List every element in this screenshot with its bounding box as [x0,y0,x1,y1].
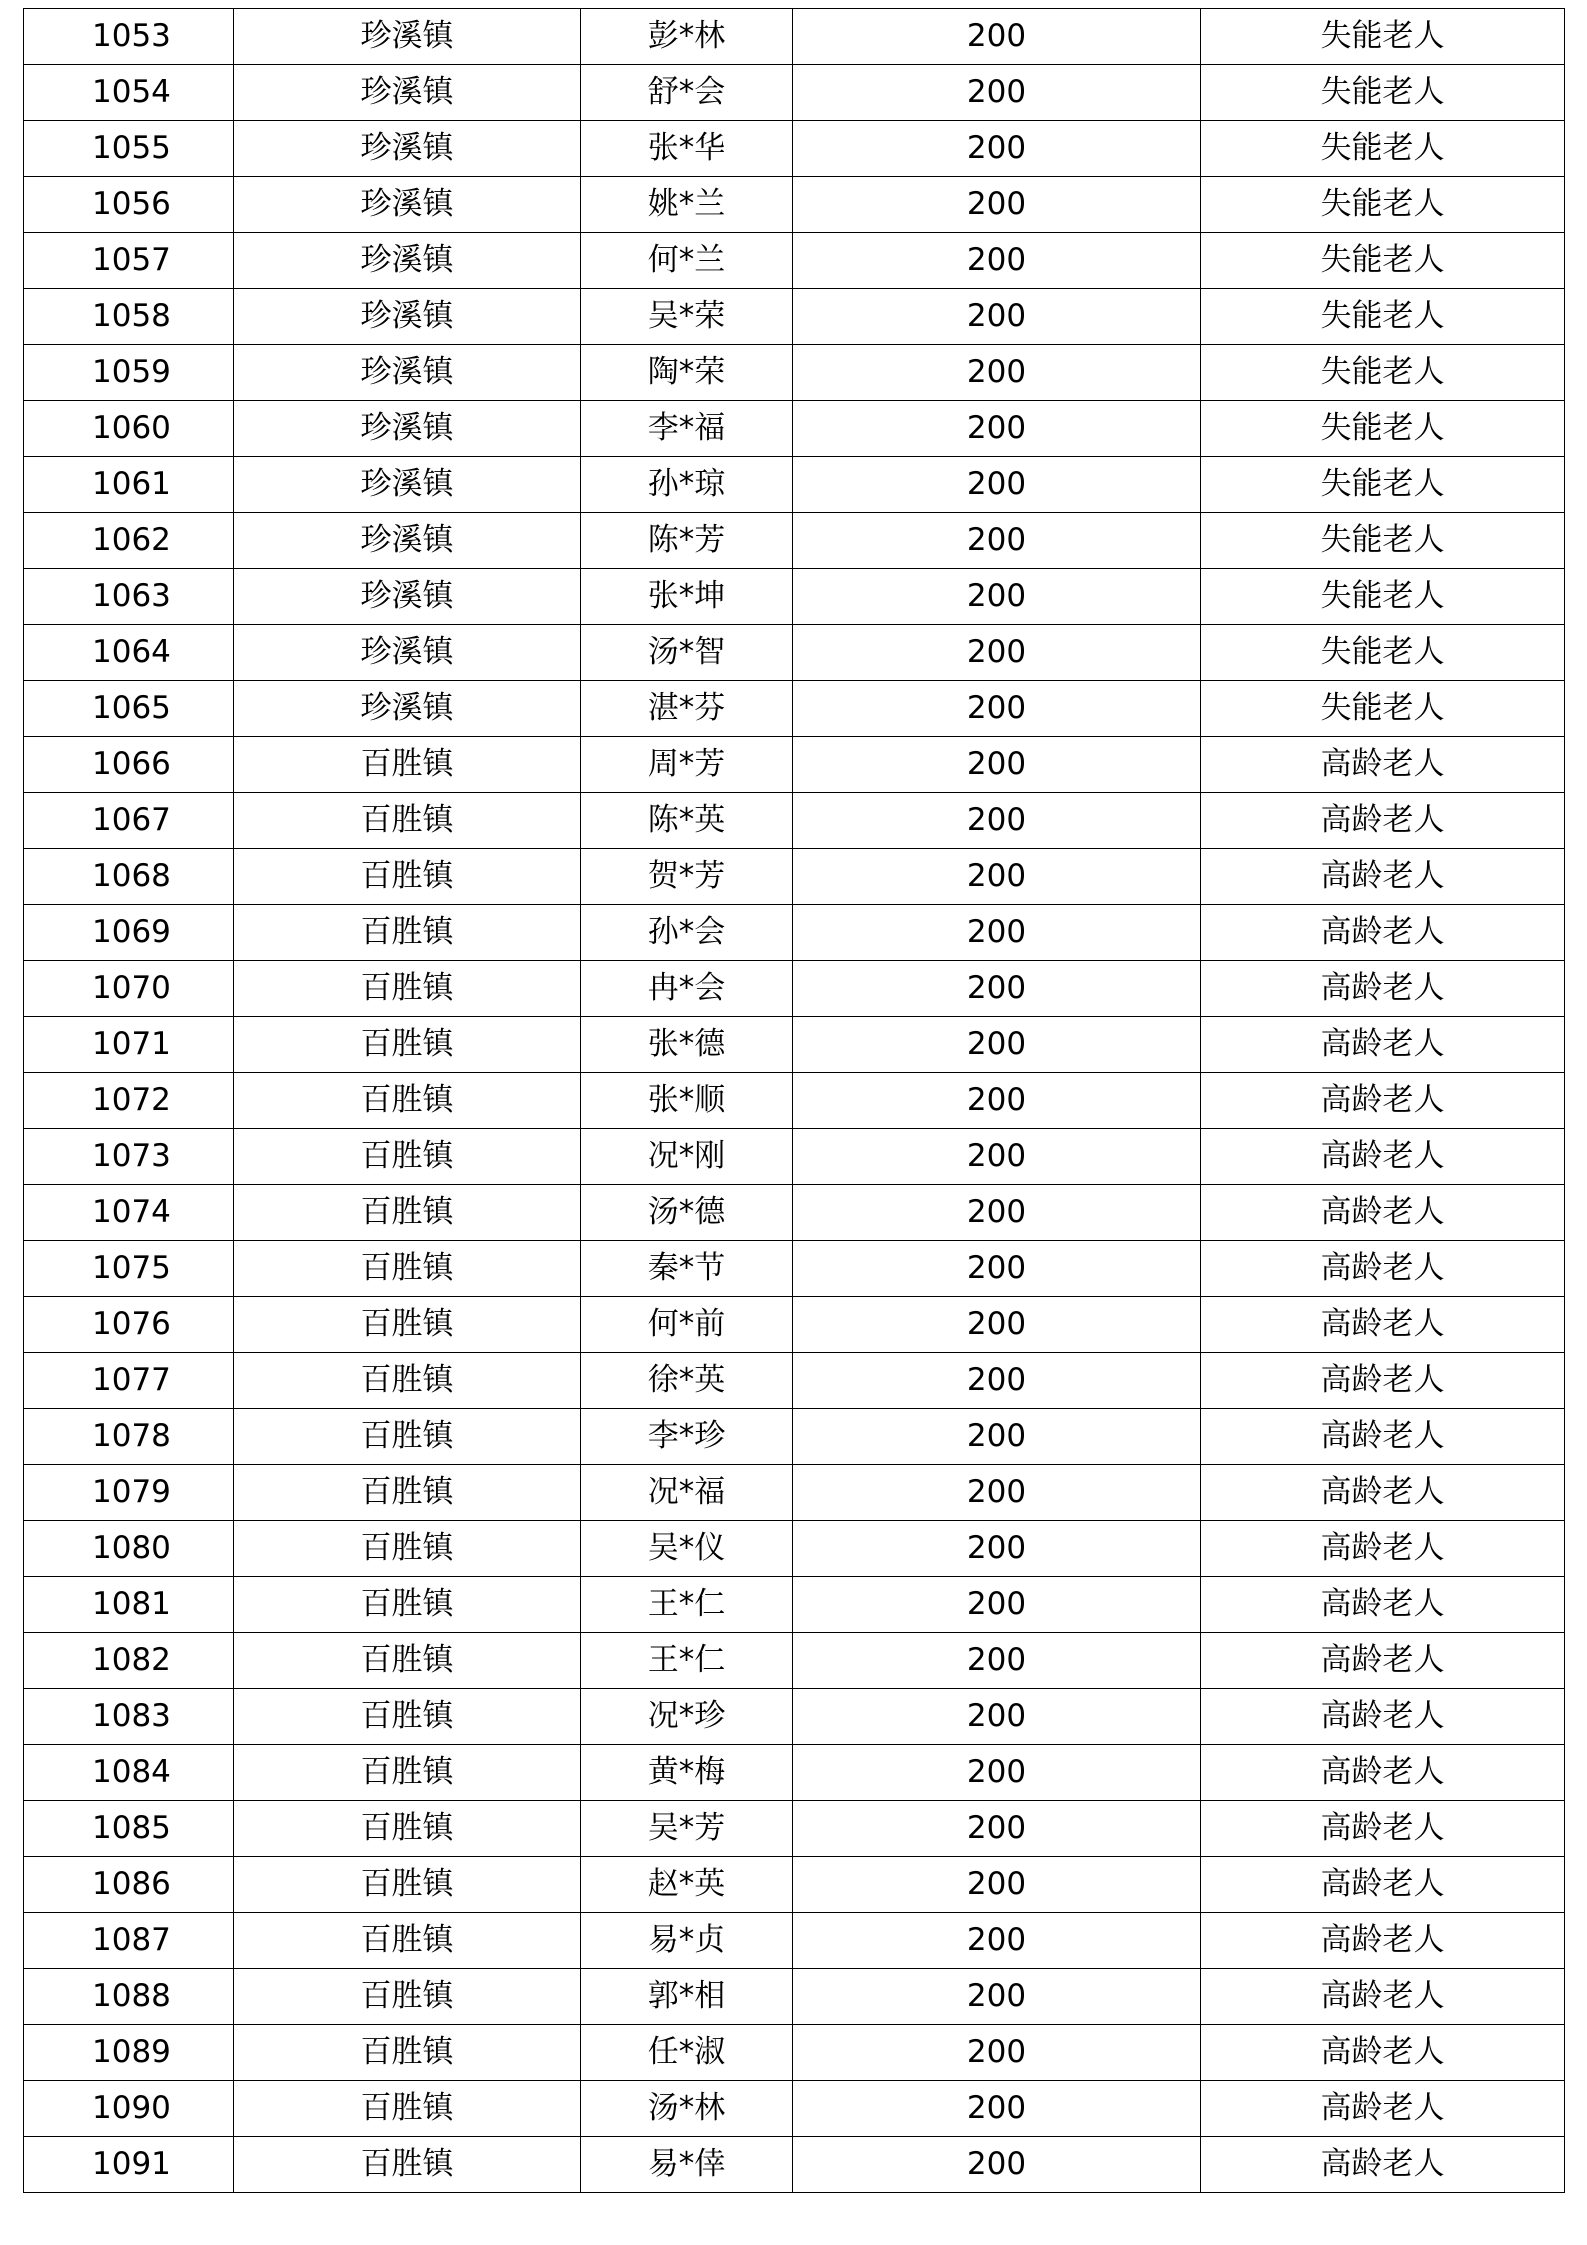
name-cell: 汤*德 [581,1185,793,1241]
town-cell: 百胜镇 [234,1913,581,1969]
amount-cell: 200 [793,849,1201,905]
amount-cell: 200 [793,569,1201,625]
town-cell: 百胜镇 [234,1801,581,1857]
table-row [24,793,1565,849]
amount-cell: 200 [793,1633,1201,1689]
amount-cell: 200 [793,2081,1201,2137]
serial-number-cell: 1077 [24,1353,234,1409]
category-cell: 高龄老人 [1201,1969,1565,2025]
table-row [24,681,1565,737]
category-cell: 高龄老人 [1201,793,1565,849]
category-cell: 高龄老人 [1201,1017,1565,1073]
table-row [24,1409,1565,1465]
table-row [24,9,1565,65]
serial-number-cell: 1076 [24,1297,234,1353]
category-cell: 高龄老人 [1201,961,1565,1017]
name-cell: 张*顺 [581,1073,793,1129]
table-row [24,1913,1565,1969]
name-cell: 冉*会 [581,961,793,1017]
table-row [24,233,1565,289]
town-cell: 珍溪镇 [234,9,581,65]
table-row [24,1857,1565,1913]
town-cell: 珍溪镇 [234,457,581,513]
town-cell: 百胜镇 [234,2137,581,2193]
category-cell: 失能老人 [1201,177,1565,233]
category-cell: 高龄老人 [1201,1185,1565,1241]
table-row [24,1129,1565,1185]
serial-number-cell: 1060 [24,401,234,457]
amount-cell: 200 [793,2137,1201,2193]
table-row [24,289,1565,345]
amount-cell: 200 [793,457,1201,513]
name-cell: 况*刚 [581,1129,793,1185]
table-row [24,1745,1565,1801]
town-cell: 百胜镇 [234,1129,581,1185]
category-cell: 高龄老人 [1201,2137,1565,2193]
category-cell: 高龄老人 [1201,1073,1565,1129]
serial-number-cell: 1071 [24,1017,234,1073]
table-row [24,1577,1565,1633]
town-cell: 珍溪镇 [234,121,581,177]
town-cell: 百胜镇 [234,2025,581,2081]
amount-cell: 200 [793,233,1201,289]
name-cell: 周*芳 [581,737,793,793]
serial-number-cell: 1056 [24,177,234,233]
category-cell: 失能老人 [1201,233,1565,289]
amount-cell: 200 [793,1521,1201,1577]
amount-cell: 200 [793,401,1201,457]
amount-cell: 200 [793,1297,1201,1353]
category-cell: 高龄老人 [1201,1241,1565,1297]
table-row [24,1241,1565,1297]
name-cell: 易*倖 [581,2137,793,2193]
table-row [24,1801,1565,1857]
table-row [24,177,1565,233]
name-cell: 李*福 [581,401,793,457]
town-cell: 百胜镇 [234,1969,581,2025]
serial-number-cell: 1058 [24,289,234,345]
town-cell: 百胜镇 [234,737,581,793]
town-cell: 百胜镇 [234,793,581,849]
amount-cell: 200 [793,121,1201,177]
amount-cell: 200 [793,345,1201,401]
serial-number-cell: 1069 [24,905,234,961]
amount-cell: 200 [793,1689,1201,1745]
serial-number-cell: 1086 [24,1857,234,1913]
roster-table-body [24,9,1565,2193]
name-cell: 吴*芳 [581,1801,793,1857]
category-cell: 高龄老人 [1201,1297,1565,1353]
serial-number-cell: 1057 [24,233,234,289]
serial-number-cell: 1070 [24,961,234,1017]
amount-cell: 200 [793,625,1201,681]
serial-number-cell: 1063 [24,569,234,625]
name-cell: 易*贞 [581,1913,793,1969]
amount-cell: 200 [793,2025,1201,2081]
table-row [24,1689,1565,1745]
amount-cell: 200 [793,1745,1201,1801]
category-cell: 高龄老人 [1201,1577,1565,1633]
amount-cell: 200 [793,961,1201,1017]
town-cell: 珍溪镇 [234,177,581,233]
serial-number-cell: 1083 [24,1689,234,1745]
town-cell: 百胜镇 [234,1185,581,1241]
name-cell: 张*华 [581,121,793,177]
serial-number-cell: 1091 [24,2137,234,2193]
table-row [24,2137,1565,2193]
amount-cell: 200 [793,1969,1201,2025]
serial-number-cell: 1084 [24,1745,234,1801]
category-cell: 高龄老人 [1201,1465,1565,1521]
name-cell: 汤*智 [581,625,793,681]
table-row [24,905,1565,961]
table-row [24,961,1565,1017]
serial-number-cell: 1065 [24,681,234,737]
table-row [24,457,1565,513]
category-cell: 高龄老人 [1201,1633,1565,1689]
name-cell: 彭*林 [581,9,793,65]
name-cell: 赵*英 [581,1857,793,1913]
name-cell: 湛*芬 [581,681,793,737]
town-cell: 百胜镇 [234,1465,581,1521]
serial-number-cell: 1075 [24,1241,234,1297]
category-cell: 失能老人 [1201,65,1565,121]
category-cell: 高龄老人 [1201,1801,1565,1857]
category-cell: 高龄老人 [1201,1129,1565,1185]
table-row [24,401,1565,457]
serial-number-cell: 1079 [24,1465,234,1521]
serial-number-cell: 1067 [24,793,234,849]
name-cell: 徐*英 [581,1353,793,1409]
name-cell: 况*福 [581,1465,793,1521]
town-cell: 百胜镇 [234,1017,581,1073]
amount-cell: 200 [793,1185,1201,1241]
table-row [24,1969,1565,2025]
serial-number-cell: 1073 [24,1129,234,1185]
name-cell: 吴*荣 [581,289,793,345]
serial-number-cell: 1062 [24,513,234,569]
town-cell: 百胜镇 [234,1297,581,1353]
serial-number-cell: 1064 [24,625,234,681]
town-cell: 百胜镇 [234,849,581,905]
category-cell: 高龄老人 [1201,1353,1565,1409]
table-row [24,1353,1565,1409]
subsidy-roster-table [23,8,1565,2193]
category-cell: 失能老人 [1201,457,1565,513]
serial-number-cell: 1089 [24,2025,234,2081]
amount-cell: 200 [793,737,1201,793]
town-cell: 百胜镇 [234,1633,581,1689]
category-cell: 失能老人 [1201,569,1565,625]
town-cell: 珍溪镇 [234,569,581,625]
name-cell: 孙*会 [581,905,793,961]
name-cell: 姚*兰 [581,177,793,233]
category-cell: 失能老人 [1201,289,1565,345]
amount-cell: 200 [793,1857,1201,1913]
amount-cell: 200 [793,1409,1201,1465]
category-cell: 高龄老人 [1201,737,1565,793]
serial-number-cell: 1053 [24,9,234,65]
name-cell: 何*前 [581,1297,793,1353]
name-cell: 舒*会 [581,65,793,121]
name-cell: 何*兰 [581,233,793,289]
table-row [24,569,1565,625]
amount-cell: 200 [793,1801,1201,1857]
amount-cell: 200 [793,513,1201,569]
town-cell: 百胜镇 [234,1241,581,1297]
town-cell: 百胜镇 [234,1857,581,1913]
town-cell: 珍溪镇 [234,289,581,345]
category-cell: 高龄老人 [1201,1745,1565,1801]
name-cell: 任*淑 [581,2025,793,2081]
name-cell: 李*珍 [581,1409,793,1465]
amount-cell: 200 [793,1577,1201,1633]
amount-cell: 200 [793,793,1201,849]
serial-number-cell: 1088 [24,1969,234,2025]
amount-cell: 200 [793,1017,1201,1073]
town-cell: 百胜镇 [234,905,581,961]
name-cell: 王*仁 [581,1633,793,1689]
category-cell: 高龄老人 [1201,1913,1565,1969]
category-cell: 高龄老人 [1201,1689,1565,1745]
name-cell: 张*德 [581,1017,793,1073]
name-cell: 况*珍 [581,1689,793,1745]
town-cell: 百胜镇 [234,961,581,1017]
town-cell: 珍溪镇 [234,513,581,569]
serial-number-cell: 1059 [24,345,234,401]
amount-cell: 200 [793,905,1201,961]
serial-number-cell: 1082 [24,1633,234,1689]
serial-number-cell: 1081 [24,1577,234,1633]
category-cell: 失能老人 [1201,625,1565,681]
category-cell: 失能老人 [1201,9,1565,65]
category-cell: 高龄老人 [1201,1857,1565,1913]
name-cell: 王*仁 [581,1577,793,1633]
town-cell: 百胜镇 [234,1689,581,1745]
category-cell: 失能老人 [1201,345,1565,401]
amount-cell: 200 [793,9,1201,65]
table-row [24,345,1565,401]
amount-cell: 200 [793,1465,1201,1521]
serial-number-cell: 1054 [24,65,234,121]
town-cell: 珍溪镇 [234,681,581,737]
name-cell: 黄*梅 [581,1745,793,1801]
amount-cell: 200 [793,1353,1201,1409]
category-cell: 高龄老人 [1201,1521,1565,1577]
name-cell: 张*坤 [581,569,793,625]
table-row [24,1017,1565,1073]
serial-number-cell: 1061 [24,457,234,513]
serial-number-cell: 1066 [24,737,234,793]
name-cell: 陈*芳 [581,513,793,569]
category-cell: 失能老人 [1201,681,1565,737]
table-row [24,849,1565,905]
table-row [24,625,1565,681]
table-row [24,1185,1565,1241]
serial-number-cell: 1087 [24,1913,234,1969]
amount-cell: 200 [793,1073,1201,1129]
table-row [24,737,1565,793]
town-cell: 百胜镇 [234,1073,581,1129]
town-cell: 百胜镇 [234,2081,581,2137]
serial-number-cell: 1055 [24,121,234,177]
name-cell: 秦*节 [581,1241,793,1297]
table-row [24,1297,1565,1353]
amount-cell: 200 [793,681,1201,737]
category-cell: 失能老人 [1201,401,1565,457]
town-cell: 百胜镇 [234,1353,581,1409]
amount-cell: 200 [793,65,1201,121]
town-cell: 珍溪镇 [234,65,581,121]
table-row [24,2081,1565,2137]
town-cell: 百胜镇 [234,1521,581,1577]
serial-number-cell: 1068 [24,849,234,905]
table-row [24,121,1565,177]
town-cell: 百胜镇 [234,1409,581,1465]
amount-cell: 200 [793,289,1201,345]
serial-number-cell: 1080 [24,1521,234,1577]
category-cell: 高龄老人 [1201,2081,1565,2137]
amount-cell: 200 [793,1129,1201,1185]
table-row [24,1465,1565,1521]
category-cell: 高龄老人 [1201,1409,1565,1465]
name-cell: 孙*琼 [581,457,793,513]
table-row [24,1521,1565,1577]
town-cell: 珍溪镇 [234,401,581,457]
category-cell: 失能老人 [1201,513,1565,569]
town-cell: 珍溪镇 [234,233,581,289]
name-cell: 汤*林 [581,2081,793,2137]
serial-number-cell: 1090 [24,2081,234,2137]
category-cell: 高龄老人 [1201,849,1565,905]
town-cell: 百胜镇 [234,1745,581,1801]
serial-number-cell: 1072 [24,1073,234,1129]
name-cell: 贺*芳 [581,849,793,905]
town-cell: 珍溪镇 [234,625,581,681]
amount-cell: 200 [793,177,1201,233]
category-cell: 高龄老人 [1201,905,1565,961]
serial-number-cell: 1074 [24,1185,234,1241]
name-cell: 陶*荣 [581,345,793,401]
table-row [24,65,1565,121]
amount-cell: 200 [793,1913,1201,1969]
category-cell: 高龄老人 [1201,2025,1565,2081]
town-cell: 珍溪镇 [234,345,581,401]
table-row [24,1633,1565,1689]
serial-number-cell: 1085 [24,1801,234,1857]
table-row [24,513,1565,569]
category-cell: 失能老人 [1201,121,1565,177]
table-row [24,2025,1565,2081]
amount-cell: 200 [793,1241,1201,1297]
serial-number-cell: 1078 [24,1409,234,1465]
name-cell: 郭*相 [581,1969,793,2025]
name-cell: 吴*仪 [581,1521,793,1577]
name-cell: 陈*英 [581,793,793,849]
town-cell: 百胜镇 [234,1577,581,1633]
table-row [24,1073,1565,1129]
